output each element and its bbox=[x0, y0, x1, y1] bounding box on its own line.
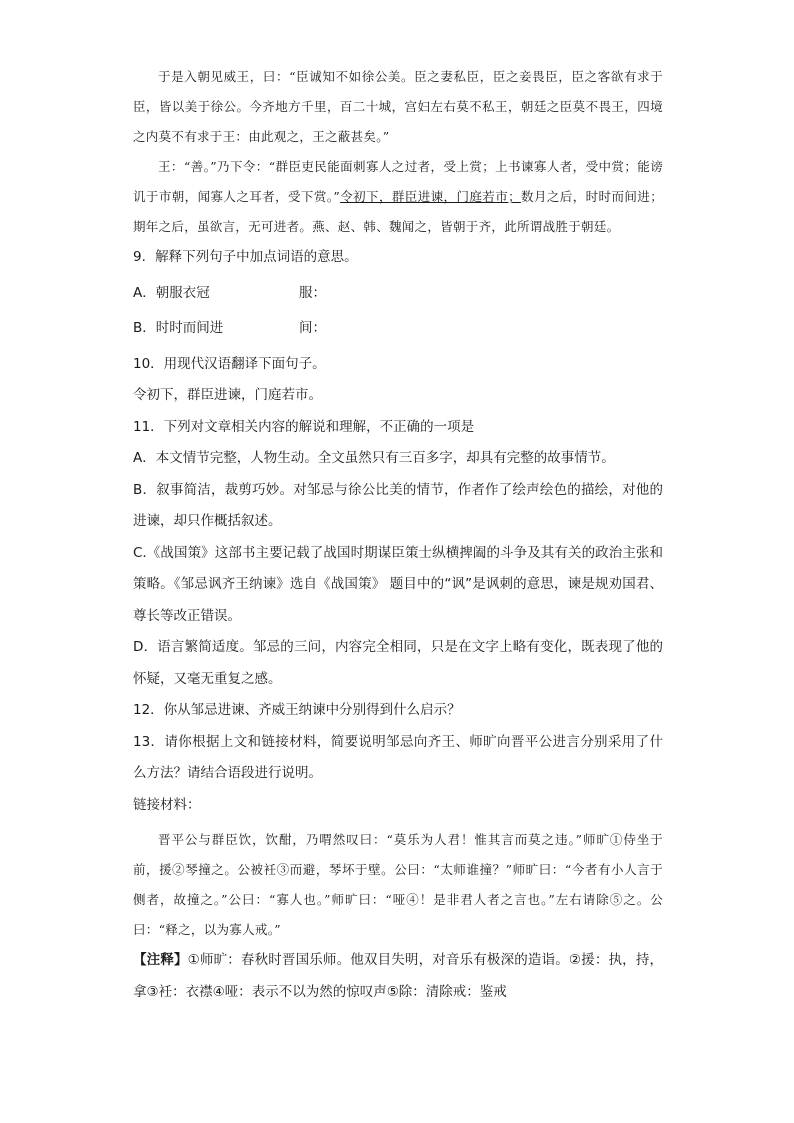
passage-paragraph-2-start: 王：“善。”乃下令：“群臣吏民能面刺寡人之过者，受上赏；上书谏寡人者，受中赏；能谤讥于市朝，闻寡人之耳者，受下赏。” bbox=[133, 159, 663, 204]
question-12-title: 12．你从邹忌进谏、齐威王纳谏中分别得到什么启示？ bbox=[133, 702, 461, 718]
annotation-label: 【注释】 bbox=[133, 952, 188, 968]
link-material-text: 晋平公与群臣饮，饮酣，乃喟然叹曰：“莫乐为人君！惟其言而莫之违。”师旷①侍坐于前，援②琴撞之。公被衽③而避，琴坏于壁。公曰：“太师谁撞？”师旷曰：“今者有小人言于侧者，故撞之。”公曰：“寡人也。”师旷曰：“哑④！是非君人者之言也。”左右请除⑤之。公曰：“释之，以为寡人戒。” bbox=[133, 832, 663, 937]
question-11 bbox=[133, 412, 663, 696]
classical-passage bbox=[133, 62, 663, 242]
question-10-sentence: 令初下，群臣进谏，门庭若市。 bbox=[133, 387, 322, 403]
question-13-title: 13．请你根据上文和链接材料，简要说明邹忌向齐王、师旷向晋平公进言分别采用了什么方法？请结合语段进行说明。 bbox=[133, 733, 663, 781]
question-9-item-a-blank: 服： bbox=[299, 284, 326, 301]
question-11-title: 11．下列对文章相关内容的解说和理解，不正确的一项是 bbox=[133, 418, 475, 435]
passage-paragraph-1: 于是入朝见威王，曰：“臣诚知不如徐公美。臣之妻私臣，臣之妾畏臣，臣之客欲有求于臣，皆以美于徐公。今齐地方千里，百二十城，宫妇左右莫不私王，朝廷之臣莫不畏王，四境之内莫不有求于王：由此观之，王之蔽甚矣。” bbox=[133, 69, 663, 144]
question-9-item-a-phrase: A．朝服衣冠 bbox=[133, 284, 210, 301]
question-11-option-a: A．本文情节完整，人物生动。全文虽然只有三百多字，却具有完整的故事情节。 bbox=[133, 450, 615, 466]
annotation-notes bbox=[133, 945, 663, 1008]
underlined-sentence: 令初下，群臣进谏，门庭若市； bbox=[340, 189, 521, 204]
question-12 bbox=[133, 695, 663, 727]
question-9-item-a bbox=[133, 278, 663, 310]
question-10 bbox=[133, 349, 663, 412]
question-13 bbox=[133, 727, 663, 1009]
question-9-item-b bbox=[133, 313, 663, 345]
question-9-item-b-phrase: B．时时而间进 bbox=[133, 320, 224, 336]
link-material-passage bbox=[133, 825, 663, 945]
annotation-text: ①师旷：春秋时晋国乐师。他双目失明，对音乐有极深的造诣。②援：执，持，拿③衽：衣襟④哑：表示不以为然的惊叹声⑤除：清除戒：鉴戒 bbox=[133, 952, 663, 1000]
question-11-option-b: B．叙事简洁，裁剪巧妙。对邹忌与徐公比美的情节，作者作了绘声绘色的描绘，对他的进谏，却只作概括叙述。 bbox=[133, 481, 663, 529]
link-material-label: 链接材料： bbox=[133, 796, 201, 813]
passage-paragraph-2 bbox=[133, 152, 663, 242]
passage-paragraph-2-end: 数月之后，时时而间进；期年之后，虽欲言，无可进者。燕、赵、韩、魏闻之，皆朝于齐，此所谓战胜于朝廷。 bbox=[133, 189, 663, 234]
question-9-item-b-blank: 间： bbox=[299, 320, 326, 336]
question-11-option-c: C.《战国策》这部书主要记载了战国时期谋臣策士纵横捭阖的斗争及其有关的政治主张和策略。《邹忌讽齐王纳谏》选自《战国策》 题目中的“讽”是讽刺的意思，谏是规劝国君、尊长等改正错误。 bbox=[133, 544, 663, 624]
question-9 bbox=[133, 242, 663, 345]
question-10-title: 10．用现代汉语翻译下面句子。 bbox=[133, 355, 326, 372]
document-page bbox=[133, 62, 663, 1008]
question-11-option-d: D．语言繁简适度。邹忌的三问，内容完全相同，只是在文字上略有变化，既表现了他的怀疑，又毫无重复之感。 bbox=[133, 639, 663, 687]
question-9-title: 9．解释下列句子中加点词语的意思。 bbox=[133, 249, 358, 265]
